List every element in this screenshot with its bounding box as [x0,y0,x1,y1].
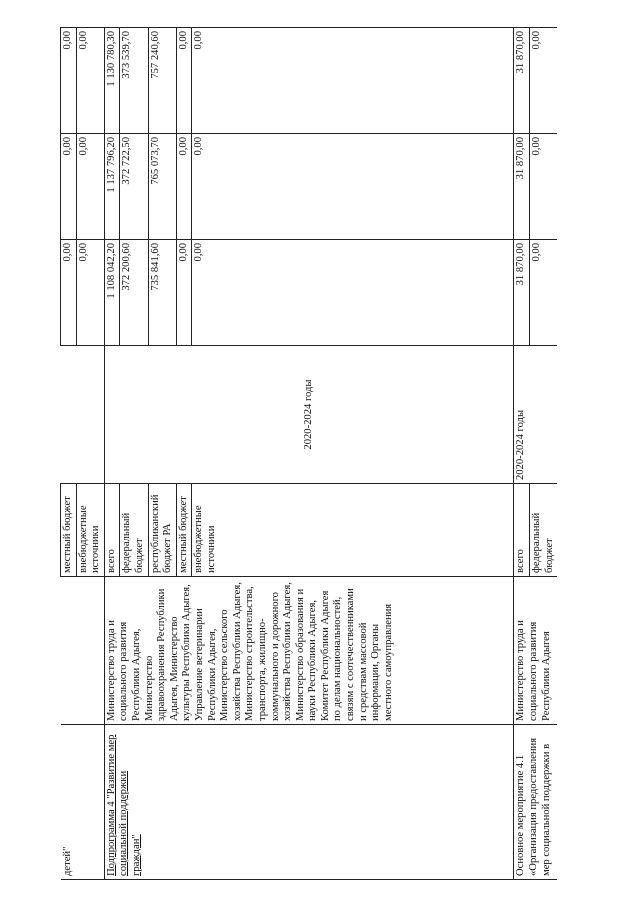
cell-source: местный бюджет [61,484,77,577]
cell-value: 0,00 [176,240,192,346]
cell-value: 31 870,00 [514,28,530,134]
cell-value: 0,00 [529,240,557,346]
cell-value: 735 841,60 [148,240,176,346]
cell-value: 31 870,00 [514,134,530,240]
cell-value: 0,00 [76,134,104,240]
cell-value: 0,00 [192,28,514,134]
cell-value: 0,00 [529,134,557,240]
cell-executors: Министерство труда и социального развития Республики Адыгея [514,577,557,725]
cell-value: 0,00 [76,28,104,134]
table-row [514,28,530,880]
cell-value: 757 240,60 [148,28,176,134]
cell-source: внебюджетные источники [192,484,514,577]
cell-source: всего [104,484,120,577]
cell-period: 2020-2024 годы [104,346,514,484]
cell-value: 1 130 780,30 [104,28,120,134]
cell-value: 0,00 [192,134,514,240]
cell-value: 0,00 [61,134,77,240]
cell-name: Основное мероприятие 4.1 «Организация предоставления мер социальной поддержки в [514,725,557,880]
cell-source: федеральный бюджет [529,484,557,577]
cell-source: внебюджетные источники [76,484,104,577]
cell-value: 372 200,60 [120,240,148,346]
cell-value: 0,00 [192,240,514,346]
cell-name [104,725,514,880]
cell-source: республиканский бюджет РА [148,484,176,577]
table-row [61,28,77,880]
cell-source: местный бюджет [176,484,192,577]
cell-name: детей" [61,725,105,880]
cell-period [61,346,105,484]
cell-value: 1 137 796,20 [104,134,120,240]
cell-value: 31 870,00 [514,240,530,346]
cell-value: 1 108 042,20 [104,240,120,346]
cell-value: 372 722,50 [120,134,148,240]
cell-executors: Министерство труда и социального развития Республики Адыгея, Министерство здравоохранения Республики Адыгея, Министерство культуры Республики Адыгея, Управление ветеринарии Республики Адыгея, Министерство сельского хозяйства Республики Адыгея, Министерство строительства, транспорта, жилищно-коммунального и дорожного хозяйства Республики Адыгея, Министерство образования и науки Республики Адыгея, Комитет Республики Адыгея по делам национальностей, связям с соотечественниками и средствам массовой информации, Органы местного самоуправления [104,577,514,725]
cell-value: 0,00 [529,28,557,134]
cell-source: федеральный бюджет [120,484,148,577]
cell-executors [61,577,105,725]
cell-value: 0,00 [176,28,192,134]
cell-value: 0,00 [176,134,192,240]
cell-period: 2020-2024 годы [514,346,557,484]
cell-value: 0,00 [61,240,77,346]
cell-source: всего [514,484,530,577]
subprogram-title: Подпрограмма 4 "Развитие мер социальной поддержки граждан" [105,734,142,876]
cell-value: 0,00 [61,28,77,134]
program-funding-table [60,27,557,880]
table-row [104,28,120,880]
cell-value: 765 073,70 [148,134,176,240]
cell-value: 0,00 [76,240,104,346]
cell-value: 373 539,70 [120,28,148,134]
